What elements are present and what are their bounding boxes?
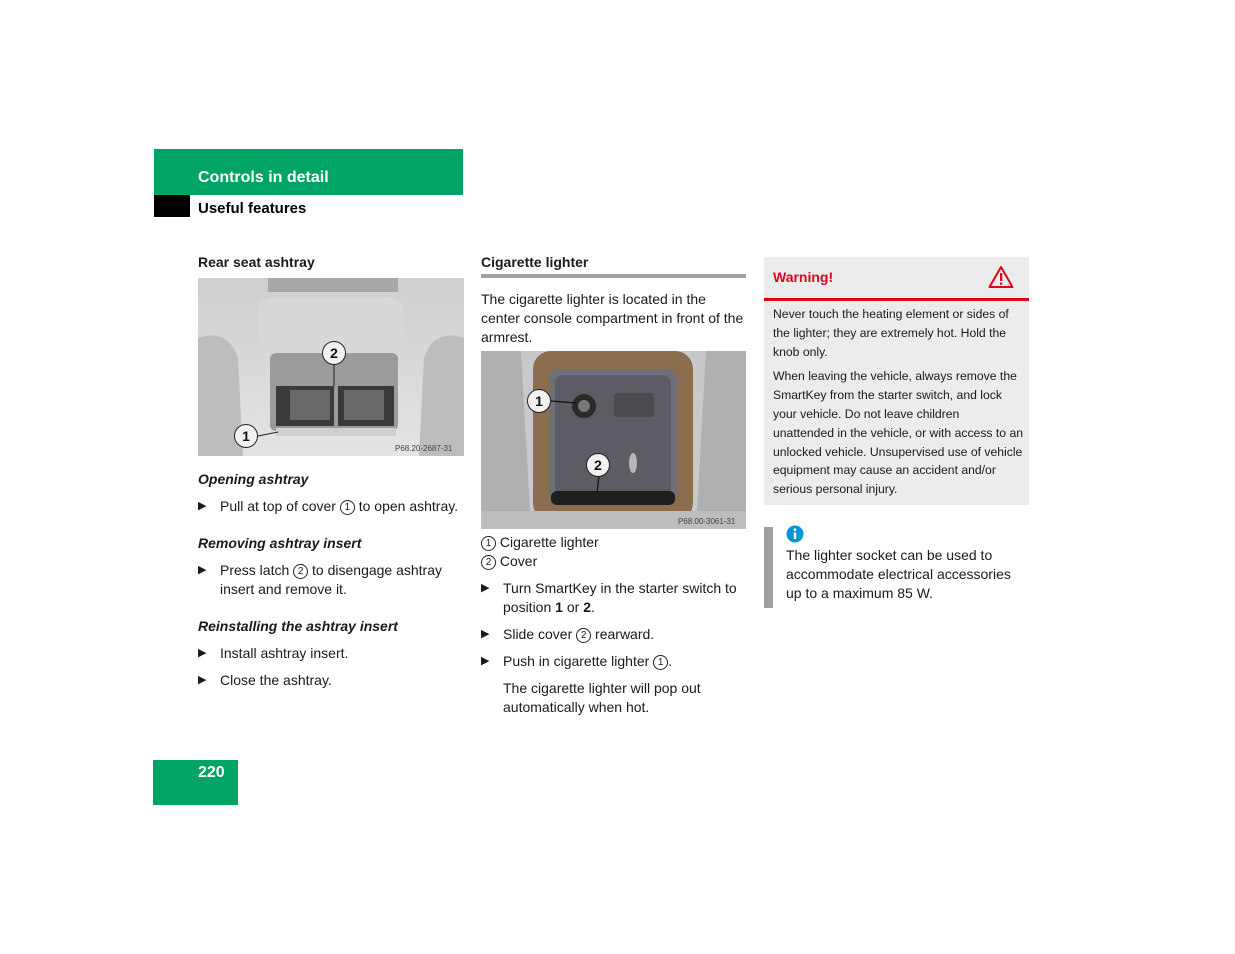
number-2-icon: 2 xyxy=(481,555,496,570)
lighter-illustration xyxy=(481,351,746,529)
figure-code: P68.20-2687-31 xyxy=(395,444,453,453)
callout-2: 2 xyxy=(586,453,610,477)
step-slide-cover: ▶ Slide cover 2 rearward. xyxy=(481,626,655,642)
subsection-title: Useful features xyxy=(198,200,307,217)
step-open: ▶ Pull at top of cover 1 to open ashtray. xyxy=(198,498,459,514)
warning-body xyxy=(773,305,1023,499)
subsection-marker xyxy=(154,195,190,217)
step-close: ▶ Close the ashtray. xyxy=(198,672,332,688)
info-text: The lighter socket can be used to accommodate electrical accessories up to a maximum 85 W. xyxy=(786,547,1011,601)
opening-heading: Opening ashtray xyxy=(198,471,309,487)
rear-ashtray-heading: Rear seat ashtray xyxy=(198,254,315,270)
lighter-instructions xyxy=(481,533,747,717)
number-1-icon: 1 xyxy=(481,536,496,551)
lighter-figure xyxy=(481,351,746,529)
step-install: ▶ Install ashtray insert. xyxy=(198,645,349,661)
arrow-bullet-icon: ▶ xyxy=(481,655,490,667)
warning-paragraph-2: When leaving the vehicle, always remove the SmartKey from the starter switch, and lock your vehicle. Do not leave children unattended in the vehicle, or with access to an unlocked vehicle. Unsupervised use of vehicle equipment may cause an accident and/or serious personal injury. xyxy=(773,369,1023,497)
arrow-bullet-icon: ▶ xyxy=(198,647,207,659)
number-2-icon: 2 xyxy=(576,628,591,643)
arrow-bullet-icon: ▶ xyxy=(198,564,207,576)
warning-triangle-icon xyxy=(988,265,1014,294)
ashtray-instructions xyxy=(198,470,466,690)
callout-1: 1 xyxy=(527,389,551,413)
reinstall-heading: Reinstalling the ashtray insert xyxy=(198,618,398,634)
column-rear-ashtray xyxy=(198,253,466,272)
callout-1: 1 xyxy=(234,424,258,448)
lighter-intro: The cigarette lighter is located in the center console compartment in front of the armrest. xyxy=(481,291,744,345)
arrow-bullet-icon: ▶ xyxy=(481,628,490,640)
section-title: Controls in detail xyxy=(198,169,329,186)
cigarette-lighter-heading: Cigarette lighter xyxy=(481,254,589,270)
page-number-box xyxy=(153,760,238,805)
step-smartkey: ▶ Turn SmartKey in the starter switch to position 1 or 2. xyxy=(481,580,737,615)
step-remove: ▶ Press latch 2 to disengage ashtray insert and remove it. xyxy=(198,562,443,597)
warning-paragraph-1: Never touch the heating element or sides of the lighter; they are extremely hot. Hold the knob only. xyxy=(773,307,1009,359)
arrow-bullet-icon: ▶ xyxy=(198,674,207,686)
figure-code: P68.00-3061-31 xyxy=(678,517,736,526)
info-bar xyxy=(764,527,773,608)
ashtray-figure xyxy=(198,278,464,456)
arrow-bullet-icon: ▶ xyxy=(481,582,490,594)
column-cigarette-lighter xyxy=(481,253,746,347)
legend-item-2: 2 Cover xyxy=(481,552,747,571)
legend-item-1: 1 Cigarette lighter xyxy=(481,533,747,552)
page-number: 220 xyxy=(198,764,225,781)
number-2-icon: 2 xyxy=(293,564,308,579)
number-1-icon: 1 xyxy=(653,655,668,670)
arrow-bullet-icon: ▶ xyxy=(198,500,207,512)
callout-2: 2 xyxy=(322,341,346,365)
step-push-lighter: ▶ Push in cigarette lighter 1 . xyxy=(481,653,673,669)
number-1-icon: 1 xyxy=(340,500,355,515)
warning-rule xyxy=(764,298,1029,301)
removing-heading: Removing ashtray insert xyxy=(198,535,362,551)
step-result: The cigarette lighter will pop out automatically when hot. xyxy=(503,680,701,715)
warning-title: Warning! xyxy=(773,269,834,285)
info-icon xyxy=(786,525,804,548)
heading-rule xyxy=(481,274,746,278)
